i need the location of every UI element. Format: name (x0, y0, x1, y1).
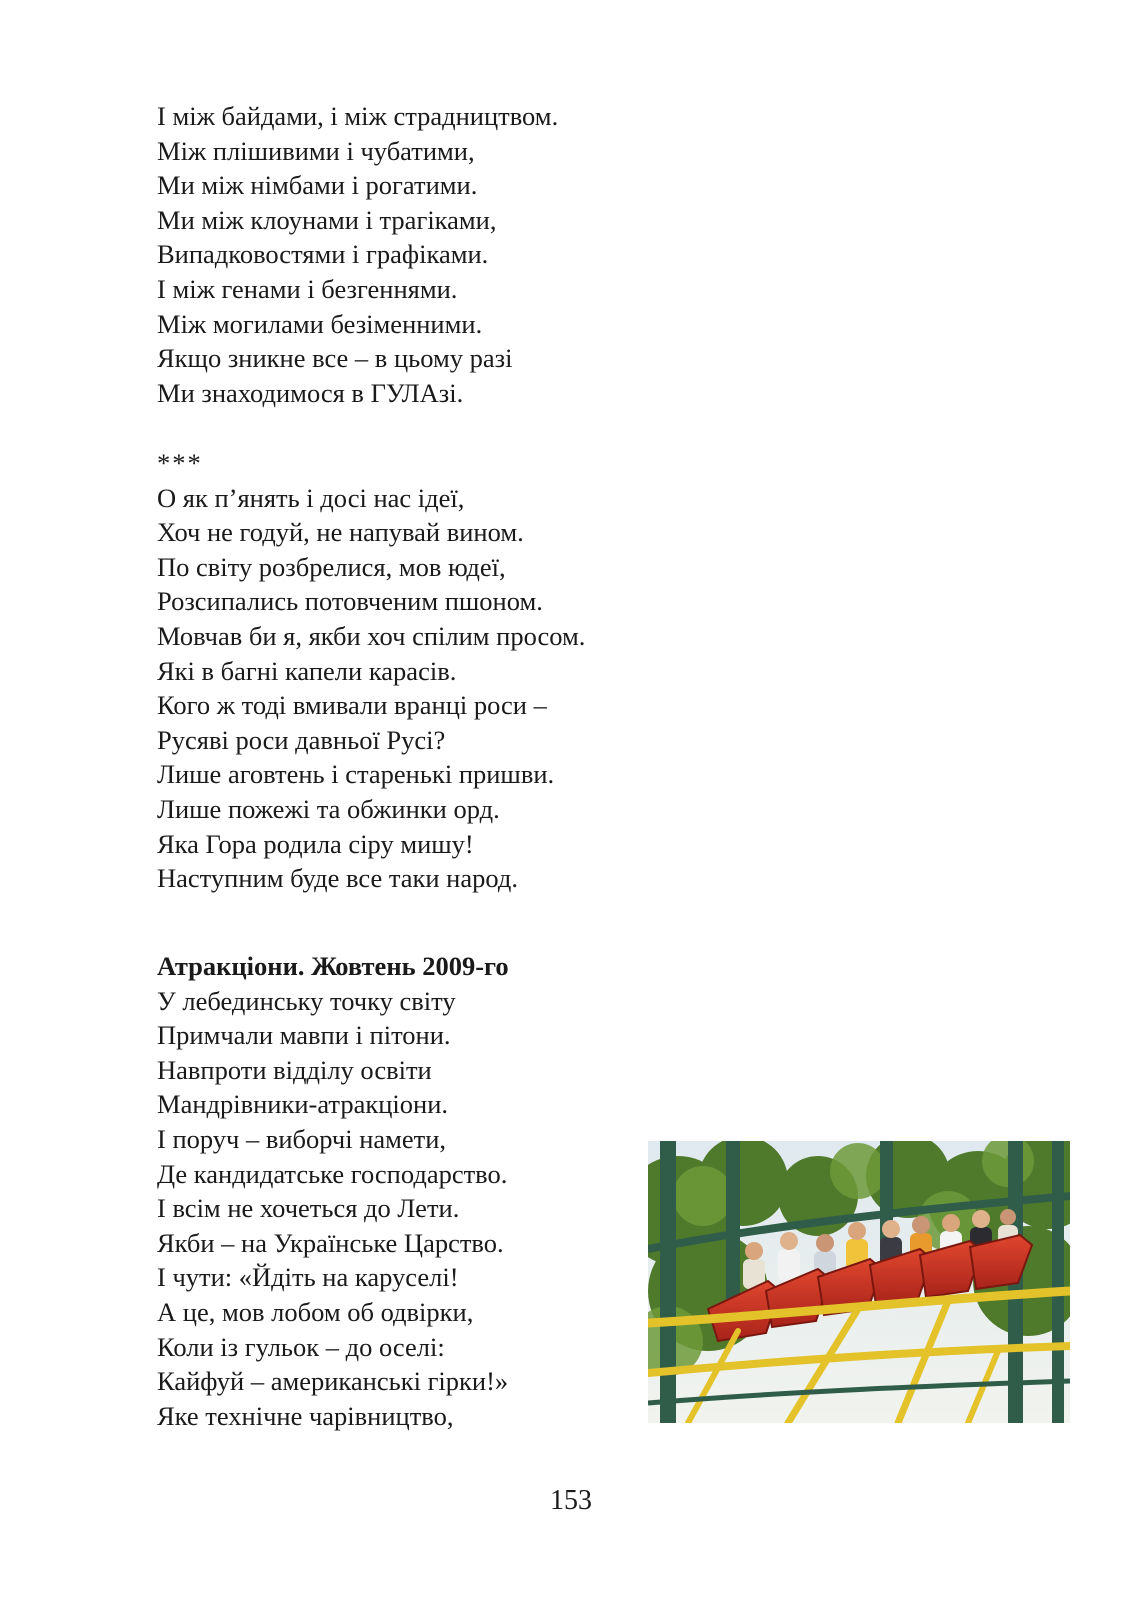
poem-title: Атракціони. Жовтень 2009-го (157, 951, 509, 981)
poem-line: Русяві роси давньої Русі? (157, 724, 446, 755)
poem-line: І між байдами, і між страдництвом. (157, 101, 559, 131)
poem-line: По світу розбрелися, мов юдеї, (157, 551, 506, 582)
poem-attractions (157, 949, 509, 1433)
poem-line: Якби – на Українське Царство. (157, 1227, 504, 1258)
poem-line: Випадковостями і графіками. (157, 239, 489, 270)
poem-line: І поруч – виборчі намети, (157, 1123, 447, 1154)
poem-line: Ми між німбами і рогатими. (157, 170, 478, 201)
poem-line: Між плішивими і чубатими, (157, 135, 475, 166)
poem-line: Ми знаходимося в ГУЛАзі. (157, 377, 464, 408)
section-separator: *** (157, 448, 203, 478)
poem-line: Між могилами безіменними. (157, 308, 483, 339)
poem-line: І між генами і безгеннями. (157, 273, 458, 304)
poem-gulag (157, 99, 558, 410)
poem-line: Мовчав би я, якби хоч спілим просом. (157, 620, 586, 651)
poem-line: Де кандидатське господарство. (157, 1158, 508, 1189)
poem-ideas (157, 446, 585, 896)
poem-line: Кайфуй – американські гірки!» (157, 1366, 509, 1397)
poem-line: Лише пожежі та обжинки орд. (157, 793, 500, 824)
roller-coaster-photo (648, 1141, 1070, 1423)
poem-line: Навпроти відділу освіти (157, 1054, 432, 1085)
page-number: 153 (550, 1485, 592, 1516)
poem-line: Які в багні капели карасів. (157, 655, 457, 686)
poem-line: Лише аговтень і старенькі пришви. (157, 759, 555, 790)
poem-line: Розсипались потовченим пшоном. (157, 586, 543, 617)
poem-line: Коли із гульок – до оселі: (157, 1331, 445, 1362)
poem-line: У лебединську точку світу (157, 985, 456, 1016)
poem-line: А це, мов лобом об одвірки, (157, 1296, 474, 1327)
poem-line: Наступним буде все таки народ. (157, 863, 518, 894)
poem-line: Ми між клоунами і трагіками, (157, 204, 497, 235)
poem-line: Мандрівники-атракціони. (157, 1089, 449, 1120)
poem-line: Яка Гора родила сіру мишу! (157, 828, 474, 859)
poem-line: Кого ж тоді вмивали вранці роси – (157, 690, 547, 721)
poem-line: Хоч не годуй, не напувай вином. (157, 517, 524, 548)
poem-line: І чути: «Йдіть на каруселі! (157, 1262, 459, 1293)
poem-line: Примчали мавпи і пітони. (157, 1020, 451, 1051)
poem-line: О як п’янять і досі нас ідеї, (157, 482, 465, 513)
poem-line: І всім не хочеться до Лети. (157, 1193, 460, 1224)
poem-line: Яке технічне чарівництво, (157, 1400, 454, 1431)
poem-line: Якщо зникне все – в цьому разі (157, 343, 513, 374)
